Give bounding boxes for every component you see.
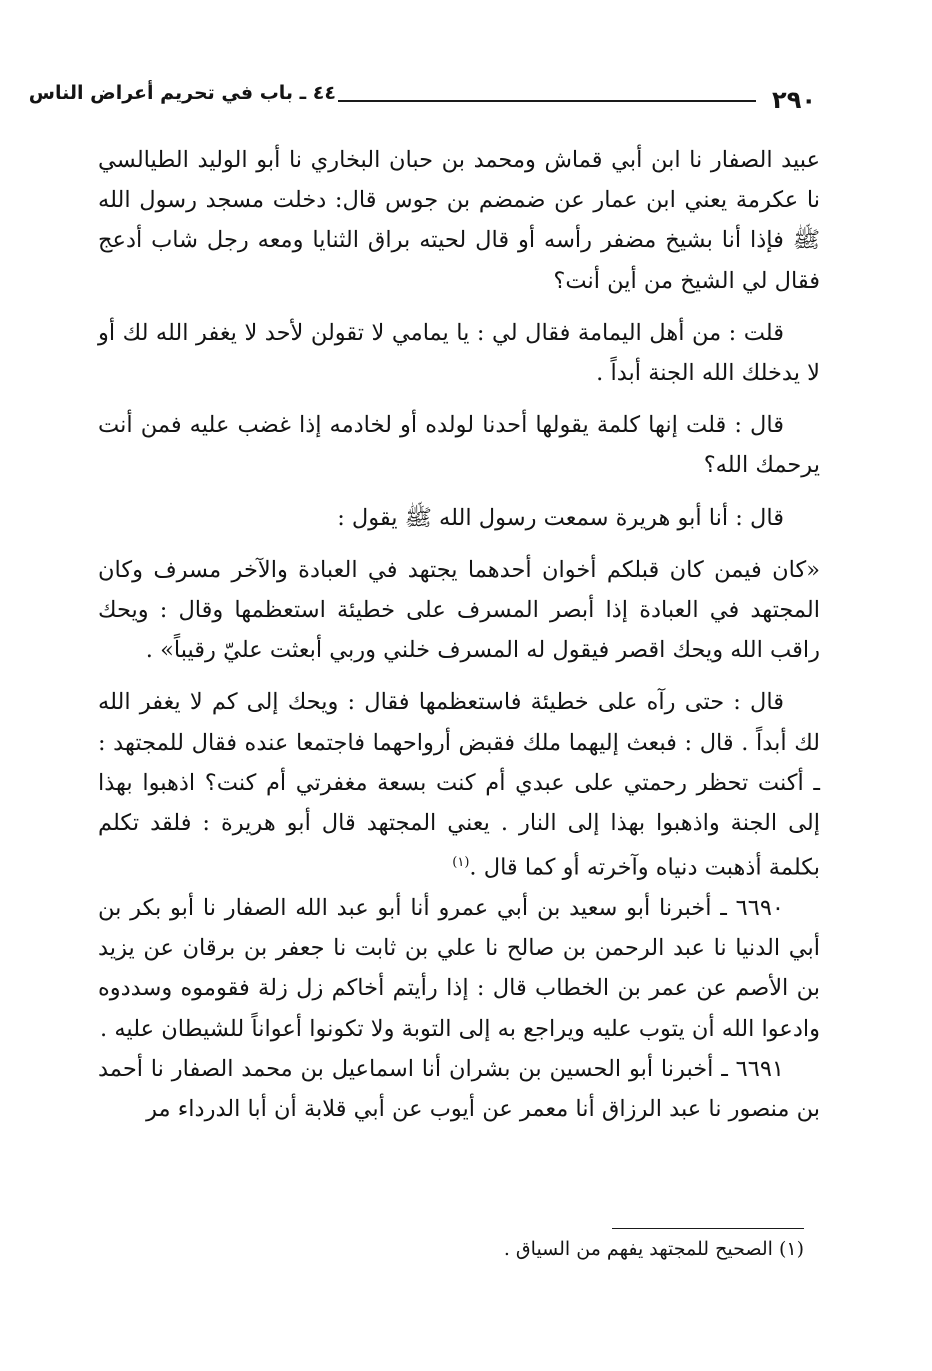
page-body xyxy=(98,140,820,1129)
paragraph-8: ٦٦٩٠ ـ أخبرنا أبو سعيد بن أبي عمرو أنا أبو عبد الله الصفار نا أبو بكر بن أبي الدنيا نا عبد الرحمن بن صالح نا علي بن ثابت نا جعفر بن برقان عن يزيد بن الأصم عن عمر بن الخطاب قال : إذا رأيتم أخاكم زل زلة فقوموه وسددوه وادعوا الله أن يتوب عليه ويراجع به إلى التوبة ولا تكونوا أعواناً للشيطان عليه . xyxy=(98,894,820,1042)
paragraph-5: «كان فيمن كان قبلكم أخوان أحدهما يجتهد في العبادة والآخر مسرف وكان المجتهد في العبادة إذا أبصر المسرف على خطيئة استعظمها وقال : ويحك راقب الله ويحك اقصر فيقول له المسرف خلني وربي أبعثت عليّ رقيباً» . xyxy=(98,556,820,664)
header-rule xyxy=(338,100,756,102)
page-header xyxy=(28,78,816,118)
page-number: ٢٩٠ xyxy=(772,86,816,114)
paragraph-9: ٦٦٩١ ـ أخبرنا أبو الحسين بن بشران أنا اسماعيل بن محمد الصفار نا أحمد بن منصور نا عبد الرزاق أنا معمر عن أيوب عن أبي قلابة أن أبا الدرداء مر xyxy=(98,1055,820,1122)
footnote-rule xyxy=(612,1228,804,1229)
footnote-mark: (١) xyxy=(452,855,470,871)
paragraph-7-text: للمجتهد : ـ أكنت تحظر رحمتي على عبدي أم كنت بسعة مغفرتي أم كنت؟ اذهبوا بهذا إلى الجنة واذهبوا بهذا إلى النار . يعني المجتهد قال أبو هريرة : فلقد تكلم بكلمة أذهبت دنياه وآخرته أو كما قال . xyxy=(98,729,820,881)
running-title: ٤٤ ـ باب في تحريم أعراض الناس xyxy=(28,82,336,104)
paragraph-2: قلت : من أهل اليمامة فقال لي : يا يمامي لا تقولن لأحد لا يغفر الله لك أو لا يدخلك الله الجنة أبداً . xyxy=(98,319,820,387)
footnote: (١) الصحيح للمجتهد يفهم من السياق . xyxy=(503,1238,804,1260)
paragraph-6 xyxy=(98,682,820,888)
paragraph-6-text: قال : حتى رآه على خطيئة فاستعظمها فقال : ويحك إلى كم لا يغفر الله لك أبداً . قال : فبعث إليهما ملك فقبض أرواحهما فاجتمعا عنده فقال xyxy=(98,689,821,756)
paragraph-3: قال : قلت إنها كلمة يقولها أحدنا لولده أو لخادمه إذا غضب عليه فمن أنت يرحمك الله؟ xyxy=(98,412,820,479)
paragraph-4: قال : أنا أبو هريرة سمعت رسول الله ﷺ يقول : xyxy=(337,504,784,531)
paragraph-1: عبيد الصفار نا ابن أبي قماش ومحمد بن حبان البخاري نا أبو الوليد الطيالسي نا عكرمة يعني ابن عمار عن ضمضم بن جوس قال: دخلت مسجد رسول الله ﷺ فإذا أنا بشيخ مضفر رأسه أو قال لحيته براق الثنايا ومعه رجل شاب أدعج فقال لي الشيخ من أين أنت؟ xyxy=(98,147,820,294)
